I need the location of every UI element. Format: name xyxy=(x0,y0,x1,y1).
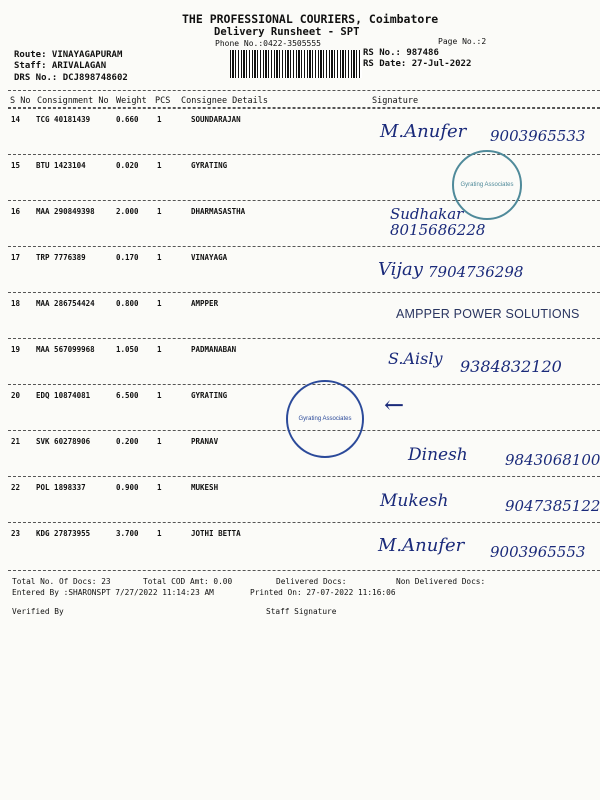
row-consignee: AMPPER xyxy=(191,299,219,308)
table-row xyxy=(8,108,600,153)
row-signature: Vijay xyxy=(378,259,423,280)
col-pcs: PCS xyxy=(155,96,171,106)
row-consignment: KDG 27873955 xyxy=(36,529,91,538)
delivered-docs: Delivered Docs: xyxy=(276,577,347,586)
row-sno: 17 xyxy=(11,253,21,262)
total-docs: Total No. Of Docs: 23 xyxy=(12,577,111,586)
col-consignment: Consignment No xyxy=(37,96,109,106)
row-consignee: GYRATING xyxy=(191,161,228,170)
row-consignment: POL 1898337 xyxy=(36,483,86,492)
row-sno: 22 xyxy=(11,483,21,492)
row-consignee: GYRATING xyxy=(191,391,228,400)
row-phone: 7904736298 xyxy=(428,263,524,281)
table-row xyxy=(8,338,600,383)
row-sno: 21 xyxy=(11,437,21,446)
row-pcs: 1 xyxy=(157,483,162,492)
row-sno: 15 xyxy=(11,161,21,170)
sheet-title: Delivery Runsheet - SPT xyxy=(214,26,360,38)
verified-by: Verified By xyxy=(12,607,64,616)
route: Route: VINAYAGAPURAM xyxy=(14,50,123,60)
row-weight: 3.700 xyxy=(116,529,139,538)
phone-number: Phone No.:0422-3505555 xyxy=(215,39,321,48)
row-weight: 6.500 xyxy=(116,391,139,400)
stamp-text: Gyrating Associates xyxy=(298,416,352,422)
row-weight: 0.020 xyxy=(116,161,139,170)
row-consignment: TRP 7776389 xyxy=(36,253,86,262)
row-sno: 19 xyxy=(11,345,21,354)
row-pcs: 1 xyxy=(157,207,162,216)
row-consignment: MAA 286754424 xyxy=(36,299,95,308)
row-phone: 9384832120 xyxy=(460,357,562,376)
row-sno: 23 xyxy=(11,529,21,538)
row-phone: 9003965533 xyxy=(490,127,586,145)
row-weight: 2.000 xyxy=(116,207,139,216)
company-stamp xyxy=(286,380,364,458)
row-consignment: TCG 40181439 xyxy=(36,115,91,124)
row-consignee: SOUNDARAJAN xyxy=(191,115,241,124)
drs-number: DRS No.: DCJ898748602 xyxy=(14,73,128,83)
col-weight: Weight xyxy=(116,96,147,106)
row-pcs: 1 xyxy=(157,391,162,400)
row-pcs: 1 xyxy=(157,345,162,354)
row-sno: 16 xyxy=(11,207,21,216)
non-delivered-docs: Non Delivered Docs: xyxy=(396,577,486,586)
row-weight: 0.900 xyxy=(116,483,139,492)
row-consignee: JOTHI BETTA xyxy=(191,529,241,538)
row-sno: 18 xyxy=(11,299,21,308)
row-signature-stamp: AMPPER POWER SOLUTIONS xyxy=(396,307,580,321)
company-stamp xyxy=(452,150,522,220)
rs-date: RS Date: 27-Jul-2022 xyxy=(363,59,472,69)
row-sno: 14 xyxy=(11,115,21,124)
row-signature: Dinesh xyxy=(408,445,468,465)
row-phone: 8015686228 xyxy=(390,221,486,239)
row-phone: 9003965553 xyxy=(490,543,586,561)
row-pcs: 1 xyxy=(157,299,162,308)
page-number: Page No.:2 xyxy=(438,37,487,46)
staff-signature: Staff Signature xyxy=(266,607,337,616)
row-signature: M.Anufer xyxy=(380,121,467,142)
col-signature: Signature xyxy=(372,96,419,106)
row-consignment: BTU 1423104 xyxy=(36,161,86,170)
row-pcs: 1 xyxy=(157,253,162,262)
row-pcs: 1 xyxy=(157,437,162,446)
table-bottom-divider xyxy=(8,570,600,571)
row-consignment: SVK 60278906 xyxy=(36,437,91,446)
company-name: THE PROFESSIONAL COURIERS, Coimbatore xyxy=(182,12,439,26)
table-row xyxy=(8,476,600,521)
row-consignee: PRANAV xyxy=(191,437,219,446)
row-phone: 9843068100 xyxy=(505,451,600,469)
total-cod: Total COD Amt: 0.00 xyxy=(143,577,233,586)
row-pcs: 1 xyxy=(157,161,162,170)
col-sno: S No xyxy=(10,96,31,106)
row-pcs: 1 xyxy=(157,115,162,124)
printed-on: Printed On: 27-07-2022 11:16:06 xyxy=(250,588,396,597)
row-weight: 0.800 xyxy=(116,299,139,308)
row-sno: 20 xyxy=(11,391,21,400)
stamp-text: Gyrating Associates xyxy=(460,182,514,188)
table-row xyxy=(8,522,600,567)
row-consignee: PADMANABAN xyxy=(191,345,237,354)
row-consignee: MUKESH xyxy=(191,483,219,492)
barcode-icon xyxy=(230,50,362,78)
table-row xyxy=(8,292,600,337)
row-signature: ← xyxy=(384,391,405,419)
row-signature: M.Anufer xyxy=(378,535,465,556)
row-consignment: MAA 290849398 xyxy=(36,207,95,216)
row-signature: S.Aisly xyxy=(388,349,443,368)
rs-number: RS No.: 987486 xyxy=(363,48,439,58)
row-weight: 0.200 xyxy=(116,437,139,446)
header-divider xyxy=(8,90,600,91)
row-consignee: VINAYAGA xyxy=(191,253,228,262)
row-weight: 1.050 xyxy=(116,345,139,354)
row-consignment: MAA 567099968 xyxy=(36,345,95,354)
entered-by: Entered By :SHARONSPT 7/27/2022 11:14:23 AM xyxy=(12,588,214,597)
row-signature: Sudhakar xyxy=(390,205,464,223)
row-consignment: EDQ 10874081 xyxy=(36,391,91,400)
staff: Staff: ARIVALAGAN xyxy=(14,61,107,71)
row-phone: 9047385122 xyxy=(505,497,600,515)
table-row xyxy=(8,246,600,291)
row-consignee: DHARMASASTHA xyxy=(191,207,246,216)
col-consignee: Consignee Details xyxy=(181,96,268,106)
row-weight: 0.170 xyxy=(116,253,139,262)
row-signature: Mukesh xyxy=(380,491,449,511)
row-pcs: 1 xyxy=(157,529,162,538)
row-weight: 0.660 xyxy=(116,115,139,124)
